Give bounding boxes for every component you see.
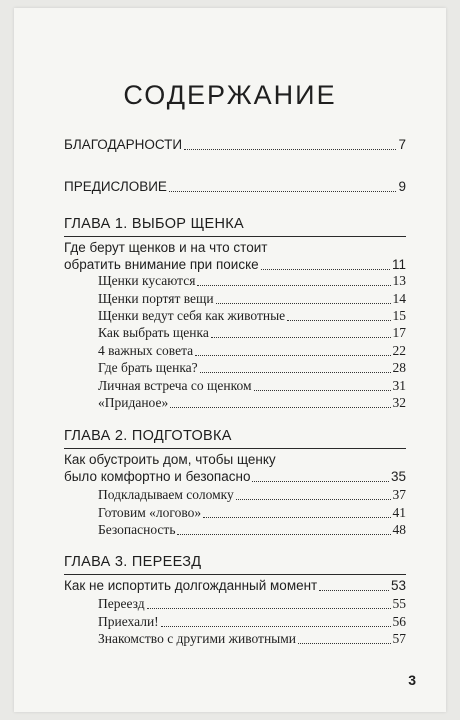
toc-entry-page: 7 xyxy=(398,137,406,152)
dot-leader xyxy=(200,372,391,373)
dot-leader xyxy=(195,355,390,356)
toc-entry-page: 28 xyxy=(392,360,406,375)
toc-entry xyxy=(98,394,406,411)
toc-entry xyxy=(98,272,406,289)
chapter-subtitle-line: Как обустроить дом, чтобы щенку xyxy=(64,452,276,467)
toc-entry-label: Щенки портят вещи xyxy=(98,291,214,306)
dot-leader xyxy=(252,481,389,482)
toc-entry xyxy=(98,613,406,630)
toc-entry-label: Щенки ведут себя как животные xyxy=(98,308,286,323)
toc-entry-page: 17 xyxy=(392,325,406,340)
toc-entry-acknowledgements xyxy=(64,136,406,153)
chapter-rule xyxy=(64,236,406,237)
toc-entry xyxy=(98,630,406,647)
chapter-rule xyxy=(64,448,406,449)
toc-entry xyxy=(98,307,406,324)
toc-entry xyxy=(98,290,406,307)
toc-entry-page: 9 xyxy=(398,179,406,194)
toc-entry-chapter-subtitle xyxy=(64,577,406,594)
dot-leader xyxy=(298,643,390,644)
dot-leader xyxy=(319,590,389,591)
chapter-heading: ГЛАВА 3. ПЕРЕЕЗД xyxy=(64,554,202,570)
toc-entry-label: Безопасность xyxy=(98,522,176,537)
toc-entry xyxy=(98,324,406,341)
dot-leader xyxy=(254,390,391,391)
dot-leader xyxy=(287,320,390,321)
toc-entry-label: Подкладываем соломку xyxy=(98,487,234,502)
toc-entry-label: Как выбрать щенка xyxy=(98,325,209,340)
toc-entry xyxy=(98,486,406,503)
toc-entry-page: 11 xyxy=(391,257,406,272)
toc-entry-page: 53 xyxy=(390,578,406,593)
toc-entry-chapter-subtitle xyxy=(64,468,406,485)
toc-entry-page: 14 xyxy=(392,291,406,306)
toc-entry-label: Как не испортить долгожданный момент xyxy=(64,578,318,593)
toc-entry-page: 48 xyxy=(392,522,406,537)
dot-leader xyxy=(261,269,390,270)
toc-entry-label: ПРЕДИСЛОВИЕ xyxy=(64,179,167,194)
toc-entry-label: Личная встреча со щенком xyxy=(98,378,252,393)
toc-entry-label: было комфортно и безопасно xyxy=(64,469,251,484)
dot-leader xyxy=(147,608,391,609)
dot-leader xyxy=(177,534,390,535)
toc-entry-chapter-subtitle xyxy=(64,256,406,273)
page-title: СОДЕРЖАНИЕ xyxy=(123,80,337,110)
dot-leader xyxy=(169,191,397,192)
toc-entry-page: 41 xyxy=(392,505,406,520)
toc-entry xyxy=(98,342,406,359)
toc-entry-page: 15 xyxy=(392,308,406,323)
toc-entry xyxy=(98,377,406,394)
toc-entry-page: 22 xyxy=(392,343,406,358)
toc-entry-label: Готовим «логово» xyxy=(98,505,202,520)
toc-entry-page: 37 xyxy=(392,487,406,502)
toc-entry-page: 31 xyxy=(392,378,406,393)
toc-entry-label: Приехали! xyxy=(98,614,159,629)
toc-entry-page: 13 xyxy=(392,273,406,288)
chapter-heading: ГЛАВА 2. ПОДГОТОВКА xyxy=(64,428,232,444)
toc-entry-label: Переезд xyxy=(98,596,145,611)
dot-leader xyxy=(170,407,390,408)
dot-leader xyxy=(211,337,391,338)
dot-leader xyxy=(184,149,396,150)
toc-entry-preface xyxy=(64,178,406,195)
chapter-rule xyxy=(64,574,406,575)
toc-entry-label: обратить внимание при поиске xyxy=(64,257,259,272)
dot-leader xyxy=(197,285,390,286)
dot-leader xyxy=(203,517,390,518)
toc-entry-label: «Приданое» xyxy=(98,395,169,410)
toc-entry-page: 35 xyxy=(390,469,406,484)
toc-entry-label: 4 важных совета xyxy=(98,343,194,358)
page-number: 3 xyxy=(408,672,416,688)
toc-entry xyxy=(98,521,406,538)
toc-entry-label: Знакомство с другими животными xyxy=(98,631,297,646)
toc-entry xyxy=(98,595,406,612)
book-page xyxy=(14,8,446,712)
toc-column xyxy=(64,8,406,712)
toc-entry xyxy=(98,359,406,376)
toc-entry-page: 57 xyxy=(392,631,406,646)
toc-entry-page: 32 xyxy=(392,395,406,410)
chapter-subtitle-line: Где берут щенков и на что стоит xyxy=(64,240,268,255)
dot-leader xyxy=(216,303,391,304)
toc-entry-page: 55 xyxy=(392,596,406,611)
dot-leader xyxy=(161,626,391,627)
toc-entry xyxy=(98,504,406,521)
toc-entry-page: 56 xyxy=(392,614,406,629)
dot-leader xyxy=(236,499,391,500)
toc-entry-label: Где брать щенка? xyxy=(98,360,198,375)
toc-entry-label: БЛАГОДАРНОСТИ xyxy=(64,137,183,152)
chapter-heading: ГЛАВА 1. ВЫБОР ЩЕНКА xyxy=(64,216,244,232)
toc-entry-label: Щенки кусаются xyxy=(98,273,196,288)
